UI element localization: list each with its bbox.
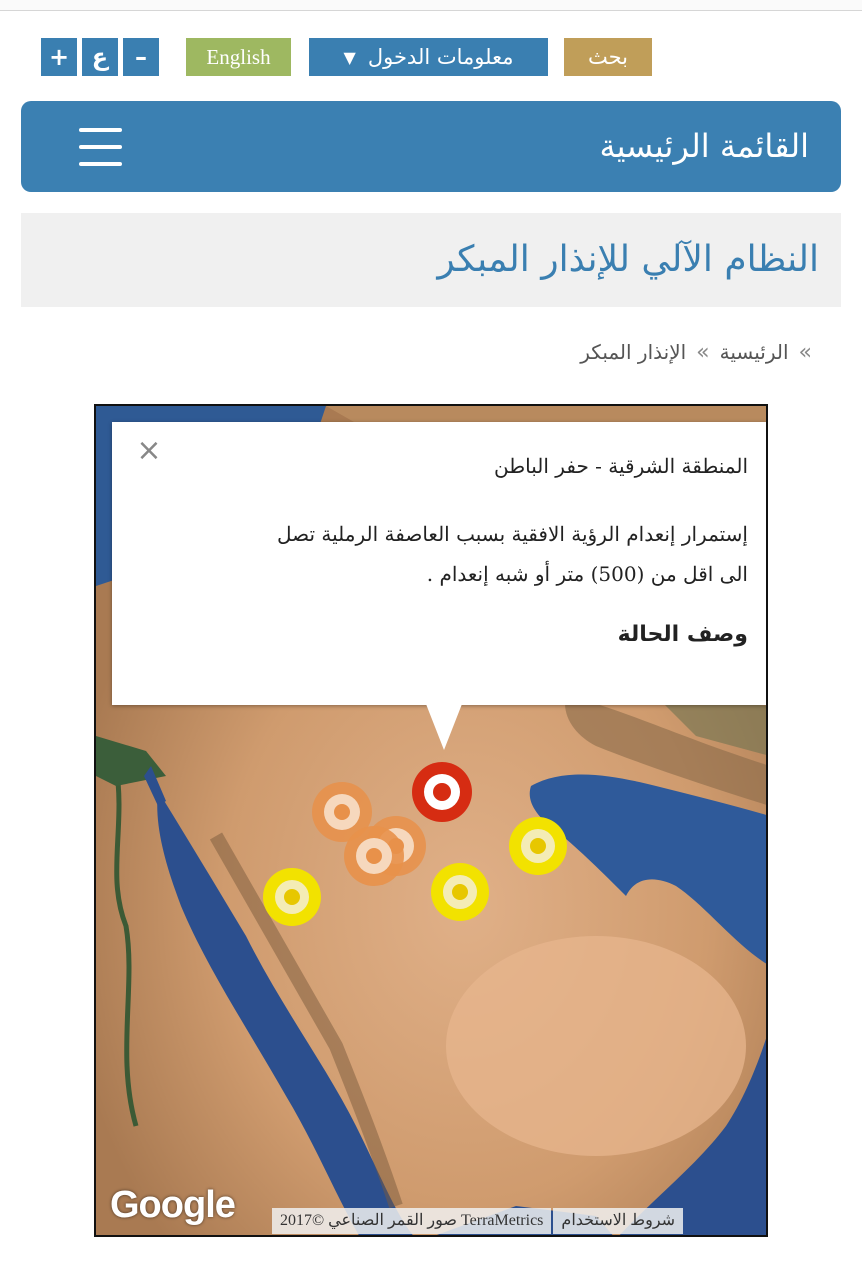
hamburger-menu-icon[interactable] (79, 128, 122, 166)
warning-marker-yellow[interactable] (431, 863, 489, 921)
warning-marker-yellow[interactable] (509, 817, 567, 875)
popup-region: المنطقة الشرقية - حفر الباطن (494, 454, 748, 478)
main-menu-bar[interactable] (21, 101, 841, 192)
popup-pointer (426, 704, 462, 750)
main-menu-title: القائمة الرئيسية (599, 127, 809, 165)
warning-marker-orange[interactable] (344, 826, 404, 886)
breadcrumb (580, 336, 812, 368)
popup-content (208, 452, 748, 647)
popup-description-line: إستمرار إنعدام الرؤية الافقية بسبب العاصفة الرملية تصل (276, 522, 748, 546)
warning-info-popup (112, 422, 768, 705)
search-button[interactable]: بحث (564, 38, 652, 76)
top-strip (0, 0, 862, 11)
map-terms-link[interactable]: شروط الاستخدام (553, 1208, 683, 1234)
popup-description-line: الى اقل من (500) متر أو شبه إنعدام . (426, 562, 748, 586)
login-dropdown[interactable] (309, 38, 548, 76)
dropdown-arrow-icon: ▼ (343, 47, 356, 67)
breadcrumb-current: الإنذار المبكر (580, 340, 687, 364)
warning-marker-yellow[interactable] (263, 868, 321, 926)
font-decrease-button[interactable]: – (123, 38, 159, 76)
font-increase-button[interactable]: + (41, 38, 77, 76)
map-attribution-text: صور القمر الصناعي ©2017 TerraMetrics (272, 1208, 551, 1234)
popup-description (208, 514, 748, 594)
map-attribution (272, 1208, 683, 1234)
page-title-box (21, 213, 841, 307)
warning-marker-red[interactable] (412, 762, 472, 822)
close-icon[interactable]: × (136, 433, 162, 468)
breadcrumb-home-link[interactable]: الرئيسية (719, 340, 789, 364)
page-title: النظام الآلي للإنذار المبكر (437, 239, 819, 280)
language-button[interactable]: English (186, 38, 291, 76)
breadcrumb-separator-icon: » (798, 339, 812, 365)
google-logo: Google (110, 1184, 235, 1226)
warnings-map[interactable] (94, 404, 768, 1237)
login-label: معلومات الدخول (367, 45, 514, 69)
breadcrumb-separator-icon: » (696, 339, 710, 365)
font-reset-button[interactable]: ع (82, 38, 118, 76)
popup-status-heading: وصف الحالة (617, 622, 748, 647)
